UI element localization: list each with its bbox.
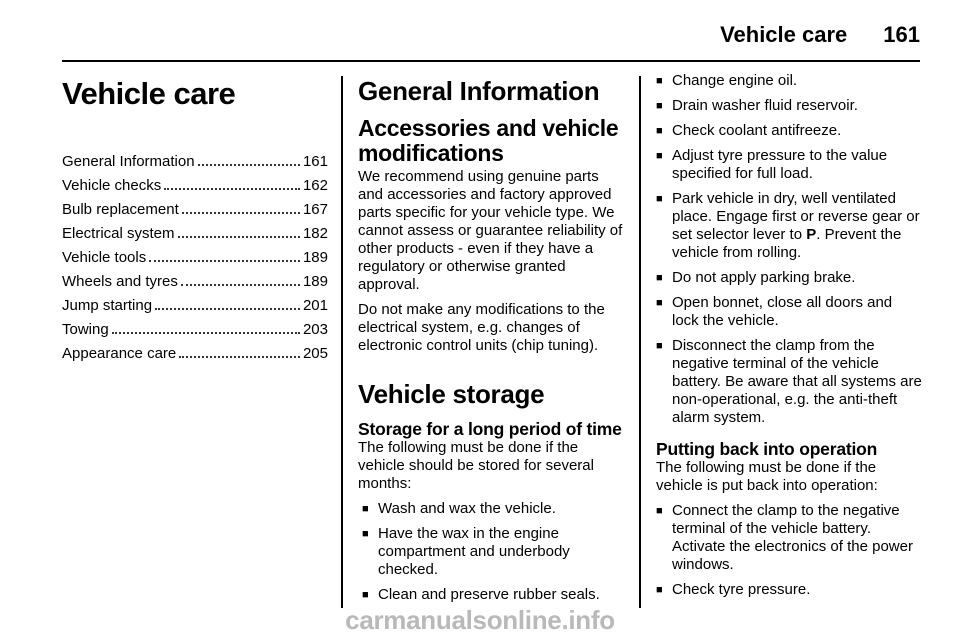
list-item: ■ Clean and preserve rubber seals.: [362, 586, 624, 604]
subsection-title-long-period: Storage for a long period of time: [358, 419, 622, 439]
column-divider: [639, 76, 641, 608]
list-item: ■ Change engine oil.: [656, 72, 922, 90]
list-item: [656, 190, 922, 262]
toc-entry[interactable]: [62, 198, 328, 222]
toc-entry-page: 182: [302, 225, 328, 242]
toc-entry-page: 161: [302, 153, 328, 170]
page-number: 161: [883, 22, 920, 47]
header-title: Vehicle care: [720, 22, 848, 47]
column-divider: [341, 76, 343, 608]
bullet-list: [656, 502, 922, 599]
list-item: ■ Check coolant antifreeze.: [656, 122, 922, 140]
list-item: ■ Check tyre pressure.: [656, 581, 922, 599]
subsection-title-operation: Putting back into operation: [656, 439, 878, 459]
toc-entry-page: 189: [302, 273, 328, 290]
toc-leader-dots: [149, 260, 300, 262]
park-text-post: . Prevent the vehicle from rolling.: [672, 226, 902, 261]
toc-entry-label: Appearance care: [62, 345, 177, 362]
chapter-title: Vehicle care: [62, 76, 236, 111]
list-item: ■ Have the wax in the engine compartment and underbody checked.: [362, 525, 624, 579]
toc-list: [62, 150, 328, 366]
toc-leader-dots: [178, 236, 300, 238]
section-title-storage: Vehicle storage: [358, 379, 545, 409]
right-column: [656, 72, 922, 606]
toc-entry[interactable]: [62, 150, 328, 174]
toc-entry-label: Wheels and tyres: [62, 273, 178, 290]
toc-entry-label: General Information: [62, 153, 195, 170]
toc-leader-dots: [198, 164, 300, 166]
toc-entry-label: Towing: [62, 321, 109, 338]
paragraph: We recommend using genuine parts and accessories and factory approved parts specific for your vehicle type. We cannot assess or guarantee reliability of other products - even if they have a regulatory or otherwise granted approval.: [358, 168, 623, 293]
toc-entry-page: 162: [302, 177, 328, 194]
toc-entry[interactable]: [62, 174, 328, 198]
subsection-title-accessories: Accessories and vehicle modifications: [358, 115, 619, 166]
toc-entry-page: 167: [302, 201, 328, 218]
watermark: carmanualsonline.info: [345, 605, 615, 635]
page-header: [720, 18, 920, 52]
bullet-list: [656, 72, 922, 427]
section-title-general: General Information: [358, 76, 600, 106]
toc-leader-dots: [179, 356, 300, 358]
toc-entry-page: 189: [302, 249, 328, 266]
park-text-pre: Park vehicle in dry, well ventilated place. Engage first or reverse gear or set selector lever to: [672, 190, 920, 243]
toc-leader-dots: [155, 308, 300, 310]
toc-entry-label: Electrical system: [62, 225, 175, 242]
list-item: ■ Wash and wax the vehicle.: [362, 500, 624, 518]
toc-entry[interactable]: [62, 294, 328, 318]
toc-entry[interactable]: [62, 318, 328, 342]
toc-entry-label: Jump starting: [62, 297, 153, 314]
paragraph: The following must be done if the vehicle should be stored for several months:: [358, 439, 594, 492]
list-item: ■ Open bonnet, close all doors and lock the vehicle.: [656, 294, 922, 330]
paragraph: The following must be done if the vehicle is put back into operation:: [656, 459, 878, 494]
list-item: ■ Adjust tyre pressure to the value specified for full load.: [656, 147, 922, 183]
paragraph: Do not make any modifications to the electrical system, e.g. changes of electronic control units (chip tuning).: [358, 301, 605, 354]
list-item: ■ Disconnect the clamp from the negative terminal of the vehicle battery. Be aware that all systems are non-operational, e.g. the anti-theft alarm system.: [656, 337, 922, 427]
toc-leader-dots: [181, 284, 300, 286]
toc-leader-dots: [112, 332, 300, 334]
toc-entry[interactable]: [62, 270, 328, 294]
toc-leader-dots: [182, 212, 300, 214]
toc-entry-label: Vehicle checks: [62, 177, 162, 194]
toc-entry[interactable]: [62, 222, 328, 246]
toc-column: [62, 72, 328, 366]
toc-entry[interactable]: [62, 246, 328, 270]
header-rule: [62, 60, 920, 62]
gear-p: P: [806, 226, 817, 243]
toc-entry-label: Bulb replacement: [62, 201, 179, 218]
toc-leader-dots: [164, 188, 300, 190]
middle-column: [358, 72, 624, 611]
list-item: ■ Connect the clamp to the negative terminal of the vehicle battery. Activate the electronics of the power windows.: [656, 502, 922, 574]
toc-entry[interactable]: [62, 342, 328, 366]
list-item: ■ Drain washer fluid reservoir.: [656, 97, 922, 115]
toc-entry-label: Vehicle tools: [62, 249, 147, 266]
toc-entry-page: 203: [302, 321, 328, 338]
toc-entry-page: 201: [302, 297, 328, 314]
list-item: ■ Do not apply parking brake.: [656, 269, 922, 287]
bullet-list: [358, 500, 624, 604]
toc-entry-page: 205: [302, 345, 328, 362]
